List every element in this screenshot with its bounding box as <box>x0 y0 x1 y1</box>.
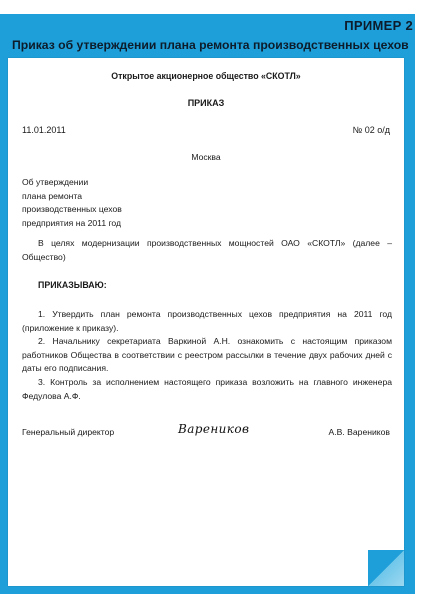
page-fold-corner <box>368 550 404 586</box>
document-type: ПРИКАЗ <box>187 98 225 108</box>
subject-line: плана ремонта <box>22 190 82 201</box>
order-item-2: 2. Начальнику секретариата Варкиной А.Н. ознакомить с настоящим приказом работников Общества в соответствии с реестром рассылки в течение двух рабочих дней с даты его подписания. <box>22 336 392 373</box>
document-city: Москва <box>191 152 221 162</box>
handwritten-signature: Вареников <box>178 422 250 436</box>
order-item-3: 3. Контроль за исполнением настоящего приказа возложить на главного инженера Федулова А.Ф. <box>22 377 392 401</box>
document-number: № 02 о/д <box>352 125 390 135</box>
subject-line: предприятия на 2011 год <box>22 217 122 228</box>
document-subject <box>22 176 122 230</box>
order-item-1: 1. Утвердить план ремонта производственных цехов предприятия на 2011 год (приложение к приказу). <box>22 309 392 333</box>
company-name: Открытое акционерное общество «СКОТЛ» <box>111 71 301 81</box>
signatory-name: А.В. Вареников <box>328 427 390 437</box>
preamble-paragraph: В целях модернизации производственных мощностей ОАО «СКОТЛ» (далее – Общество) <box>22 238 392 262</box>
orders-heading: ПРИКАЗЫВАЮ: <box>38 280 107 290</box>
example-title: Приказ об утверждении плана ремонта производственных цехов <box>12 38 409 52</box>
signatory-position: Генеральный директор <box>22 427 115 437</box>
document-date: 11.01.2011 <box>22 125 66 135</box>
document-body <box>8 58 404 586</box>
example-label: ПРИМЕР 2 <box>344 18 413 33</box>
subject-line: производственных цехов <box>22 204 122 214</box>
subject-line: Об утверждении <box>22 177 89 187</box>
document-sheet <box>8 58 404 586</box>
